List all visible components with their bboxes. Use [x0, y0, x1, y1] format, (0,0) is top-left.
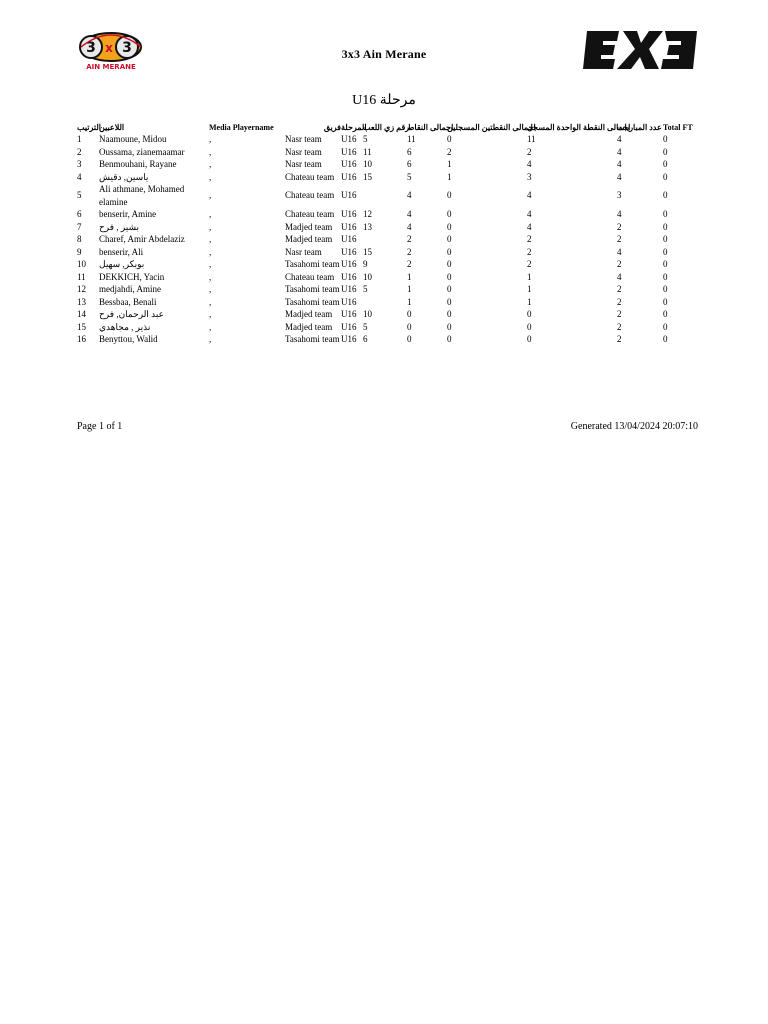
cell-points: 6 — [407, 146, 412, 157]
cell-stage: U16 — [341, 296, 357, 307]
cell-two-points: 0 — [447, 134, 452, 144]
cell-games: 2 — [617, 309, 622, 319]
cell-two-points: 0 — [447, 246, 452, 257]
col-header-stage: المرحلة — [341, 123, 367, 132]
cell-two-points: 0 — [447, 190, 452, 201]
cell-media: , — [209, 134, 212, 144]
table-header-row — [77, 120, 701, 133]
cell-player: Bessbaa, Benali — [99, 296, 157, 307]
cell-total-ft: 0 — [663, 146, 668, 157]
table-row — [77, 258, 701, 271]
cell-games: 2 — [617, 234, 622, 244]
cell-player: Oussama, zianemaamar — [99, 146, 185, 157]
cell-total-ft: 0 — [663, 271, 668, 282]
cell-team: Nasr team — [285, 246, 322, 257]
cell-team: Tasahomi team — [285, 284, 340, 294]
cell-one-point: 3 — [527, 171, 532, 182]
cell-rank: 16 — [77, 334, 86, 344]
cell-one-point: 4 — [527, 209, 532, 219]
cell-player: DEKKICH, Yacin — [99, 271, 165, 282]
cell-two-points: 0 — [447, 334, 452, 344]
table-row — [77, 133, 701, 146]
cell-jersey: 10 — [363, 271, 372, 282]
col-header-games: عدد المباريات — [617, 123, 662, 132]
cell-points: 11 — [407, 134, 416, 144]
cell-points: 2 — [407, 259, 412, 269]
cell-player: Charef, Amir Abdelaziz — [99, 234, 185, 244]
cell-media: , — [209, 171, 212, 182]
cell-points: 4 — [407, 190, 412, 201]
cell-rank: 14 — [77, 309, 86, 319]
cell-rank: 8 — [77, 234, 82, 244]
cell-stage: U16 — [341, 159, 357, 169]
cell-rank: 15 — [77, 321, 86, 332]
cell-rank: 6 — [77, 209, 82, 219]
table-row — [77, 333, 701, 346]
cell-points: 4 — [407, 221, 412, 232]
cell-team: Tasahomi team — [285, 259, 340, 269]
cell-total-ft: 0 — [663, 334, 668, 344]
cell-media: , — [209, 321, 212, 332]
cell-media: , — [209, 221, 212, 232]
cell-rank: 9 — [77, 246, 82, 257]
cell-jersey: 12 — [363, 209, 372, 219]
cell-points: 2 — [407, 246, 412, 257]
cell-media: , — [209, 246, 212, 257]
cell-two-points: 0 — [447, 234, 452, 244]
cell-stage: U16 — [341, 190, 357, 201]
cell-stage: U16 — [341, 134, 357, 144]
cell-one-point: 0 — [527, 309, 532, 319]
cell-games: 4 — [617, 146, 622, 157]
cell-total-ft: 0 — [663, 284, 668, 294]
cell-one-point: 2 — [527, 246, 532, 257]
cell-team: Madjed team — [285, 321, 333, 332]
cell-total-ft: 0 — [663, 246, 668, 257]
cell-two-points: 1 — [447, 159, 452, 169]
cell-points: 4 — [407, 209, 412, 219]
cell-stage: U16 — [341, 284, 357, 294]
cell-stage: U16 — [341, 146, 357, 157]
cell-player: بوبكر, سهيل — [99, 259, 145, 269]
cell-team: Chateau team — [285, 209, 335, 219]
cell-team: Chateau team — [285, 271, 335, 282]
cell-one-point: 1 — [527, 284, 532, 294]
cell-two-points: 0 — [447, 296, 452, 307]
col-header-jersey: رقم زي اللعب — [363, 123, 410, 132]
cell-jersey: 11 — [363, 146, 372, 157]
cell-jersey — [363, 296, 407, 309]
cell-one-point: 11 — [527, 134, 536, 144]
cell-rank: 2 — [77, 146, 82, 157]
cell-media: , — [209, 334, 212, 344]
cell-media: , — [209, 271, 212, 282]
cell-games: 3 — [617, 190, 622, 201]
cell-team: Nasr team — [285, 159, 322, 169]
cell-media: , — [209, 259, 212, 269]
col-header-total-ft: Total FT — [663, 123, 693, 132]
table-row — [77, 221, 701, 234]
cell-team: Tasahomi team — [285, 334, 340, 344]
cell-games: 4 — [617, 171, 622, 182]
cell-points: 6 — [407, 159, 412, 169]
cell-team: Chateau team — [285, 190, 335, 201]
cell-media: , — [209, 159, 212, 169]
cell-games: 2 — [617, 284, 622, 294]
table-row — [77, 271, 701, 284]
cell-one-point: 4 — [527, 221, 532, 232]
cell-jersey — [363, 233, 407, 246]
cell-one-point: 1 — [527, 296, 532, 307]
cell-player: benserir, Amine — [99, 209, 157, 219]
player-stats-table — [77, 120, 701, 346]
col-header-team: فريق — [323, 123, 341, 132]
cell-rank: 11 — [77, 271, 86, 282]
cell-stage: U16 — [341, 334, 357, 344]
table-row — [77, 283, 701, 296]
cell-one-point: 2 — [527, 146, 532, 157]
cell-points: 5 — [407, 171, 412, 182]
cell-rank: 1 — [77, 134, 82, 144]
cell-points: 0 — [407, 309, 412, 319]
page-number: Page 1 of 1 — [77, 421, 123, 432]
col-header-rank: الترتيب — [77, 123, 101, 132]
cell-points: 0 — [407, 321, 412, 332]
cell-games: 4 — [617, 159, 622, 169]
cell-team: Nasr team — [285, 146, 322, 157]
cell-games: 4 — [617, 271, 622, 282]
cell-games: 2 — [617, 334, 622, 344]
table-row — [77, 233, 701, 246]
cell-media: , — [209, 309, 212, 319]
cell-stage: U16 — [341, 209, 357, 219]
cell-total-ft: 0 — [663, 159, 668, 169]
cell-two-points: 0 — [447, 259, 452, 269]
cell-stage: U16 — [341, 171, 357, 182]
cell-player: medjahdi, Amine — [99, 284, 161, 294]
cell-points: 0 — [407, 334, 412, 344]
cell-stage: U16 — [341, 321, 357, 332]
table-row — [77, 158, 701, 171]
document-title: 3x3 Ain Merane — [341, 47, 427, 61]
cell-rank: 3 — [77, 159, 82, 169]
cell-two-points: 1 — [447, 171, 452, 182]
col-header-two-points: اجمالى النقطتين المسجلين — [447, 123, 536, 132]
cell-team: Tasahomi team — [285, 296, 340, 307]
cell-total-ft: 0 — [663, 321, 668, 332]
cell-stage: U16 — [341, 271, 357, 282]
cell-two-points: 0 — [447, 309, 452, 319]
cell-games: 2 — [617, 296, 622, 307]
cell-player: ياسين, دقيش — [99, 171, 149, 182]
cell-team: Nasr team — [285, 134, 322, 144]
table-row — [77, 171, 701, 184]
table-row — [77, 296, 701, 309]
cell-player: بشير , فرح — [99, 221, 140, 232]
cell-games: 4 — [617, 246, 622, 257]
cell-games: 2 — [617, 259, 622, 269]
cell-stage: U16 — [341, 246, 357, 257]
cell-rank: 5 — [77, 190, 82, 201]
cell-points: 1 — [407, 284, 412, 294]
cell-points: 2 — [407, 234, 412, 244]
col-header-player: اللاعبين — [99, 123, 125, 132]
cell-total-ft: 0 — [663, 234, 668, 244]
cell-total-ft: 0 — [663, 171, 668, 182]
cell-media: , — [209, 190, 212, 201]
cell-two-points: 2 — [447, 146, 452, 157]
col-header-points: اجمالى النقاط — [407, 123, 454, 132]
cell-player: Benyttou, Walid — [99, 334, 158, 344]
table-row — [77, 146, 701, 159]
cell-total-ft: 0 — [663, 259, 668, 269]
cell-media: , — [209, 146, 212, 157]
cell-points: 1 — [407, 271, 412, 282]
cell-games: 4 — [617, 134, 622, 144]
cell-player: Ali athmane, Mohamed elamine — [99, 184, 185, 207]
svg-text:3: 3 — [86, 40, 96, 56]
cell-team: Chateau team — [285, 171, 335, 182]
cell-player: benserir, Ali — [99, 246, 144, 257]
cell-one-point: 0 — [527, 334, 532, 344]
cell-jersey: 10 — [363, 159, 372, 169]
cell-total-ft: 0 — [663, 134, 668, 144]
col-header-media: Media Playername — [209, 123, 274, 132]
cell-games: 2 — [617, 221, 622, 232]
cell-points: 1 — [407, 296, 412, 307]
cell-rank: 13 — [77, 296, 86, 307]
cell-jersey: 9 — [363, 259, 368, 269]
cell-jersey: 5 — [363, 284, 368, 294]
table-row — [77, 308, 701, 321]
cell-jersey: 10 — [363, 309, 372, 319]
cell-one-point: 1 — [527, 271, 532, 282]
cell-one-point: 0 — [527, 321, 532, 332]
cell-one-point: 4 — [527, 159, 532, 169]
cell-two-points: 0 — [447, 221, 452, 232]
cell-total-ft: 0 — [663, 221, 668, 232]
cell-games: 4 — [617, 209, 622, 219]
cell-player: Benmouhani, Rayane — [99, 159, 177, 169]
cell-one-point: 2 — [527, 234, 532, 244]
cell-total-ft: 0 — [663, 190, 668, 201]
cell-player: عبد الرحمان, فرح — [99, 309, 164, 319]
cell-jersey: 15 — [363, 171, 372, 182]
cell-jersey: 15 — [363, 246, 372, 257]
cell-total-ft: 0 — [663, 309, 668, 319]
cell-jersey: 13 — [363, 221, 372, 232]
cell-jersey: 5 — [363, 134, 368, 144]
cell-stage: U16 — [341, 309, 357, 319]
cell-team: Madjed team — [285, 309, 333, 319]
cell-player: Naamoune, Midou — [99, 134, 167, 144]
cell-one-point: 4 — [527, 190, 532, 201]
cell-player: نذير , مجاهدي — [99, 321, 151, 332]
cell-media: , — [209, 234, 212, 244]
stage-title: مرحلة U16 — [352, 93, 416, 108]
logo-caption: AIN MERANE — [86, 63, 136, 71]
svg-text:3: 3 — [122, 40, 132, 56]
cell-two-points: 0 — [447, 284, 452, 294]
cell-media: , — [209, 284, 212, 294]
generated-timestamp: Generated 13/04/2024 20:07:10 — [570, 421, 698, 432]
cell-jersey — [363, 183, 407, 208]
cell-games: 2 — [617, 321, 622, 332]
table-row — [77, 321, 701, 334]
cell-two-points: 0 — [447, 209, 452, 219]
cell-rank: 12 — [77, 284, 86, 294]
cell-jersey: 6 — [363, 334, 368, 344]
cell-total-ft: 0 — [663, 209, 668, 219]
cell-total-ft: 0 — [663, 296, 668, 307]
cell-stage: U16 — [341, 221, 357, 232]
col-header-one-point: اجمالى النقطة الواحدة المسجل — [527, 123, 631, 132]
cell-team: Madjed team — [285, 221, 333, 232]
table-row — [77, 183, 701, 208]
svg-text:x: x — [105, 41, 113, 55]
cell-two-points: 0 — [447, 271, 452, 282]
cell-rank: 10 — [77, 259, 86, 269]
cell-media: , — [209, 296, 212, 307]
cell-rank: 4 — [77, 171, 82, 182]
cell-one-point: 2 — [527, 259, 532, 269]
cell-rank: 7 — [77, 221, 82, 232]
fiba-3x3-logo — [583, 27, 699, 73]
cell-stage: U16 — [341, 234, 357, 244]
table-row — [77, 246, 701, 259]
cell-jersey: 5 — [363, 321, 368, 332]
cell-media: , — [209, 209, 212, 219]
cell-team: Madjed team — [285, 234, 333, 244]
cell-two-points: 0 — [447, 321, 452, 332]
cell-stage: U16 — [341, 259, 357, 269]
table-row — [77, 208, 701, 221]
